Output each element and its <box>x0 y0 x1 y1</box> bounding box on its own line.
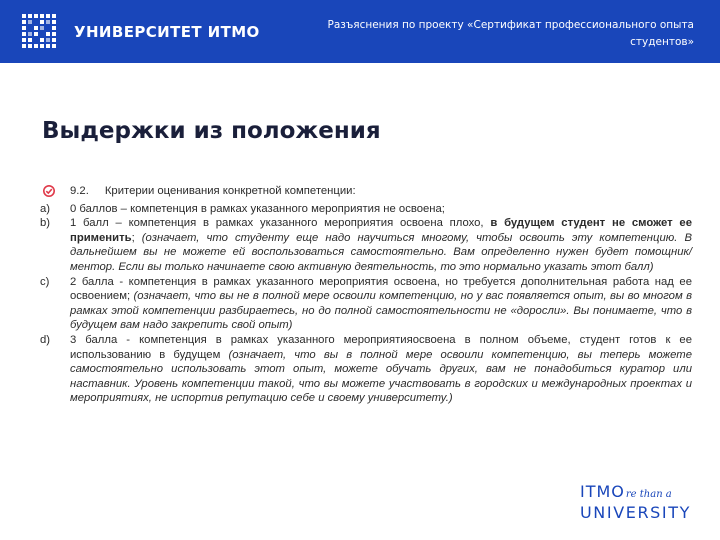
footer-logo-tagline: re than a <box>625 489 672 500</box>
list-marker: d) <box>40 333 51 346</box>
item-explanation: (означает, что студенту еще надо научиться многому, чтобы освоить эту компетенцию. В дальнейшем вы не можете ей воспользоваться самостоятельно. Вам определенно нужен будет помощник/ментор. Если вы только начинаете свою активную деятельность, то это нормально указать этот балл) <box>70 231 692 273</box>
page-title: Выдержки из положения <box>42 118 381 144</box>
item-explanation: (означает, что вы не в полной мере освоили компетенцию, но у вас появляется опыт, вы во многом в рамках этой компетенции разбираетесь, но до полной самостоятельности не «доросли». Вы понимаете, что в будущем вам надо закрепить свой опыт) <box>70 290 692 332</box>
itmo-university-logo <box>580 482 691 522</box>
regulation-excerpt <box>40 184 692 406</box>
item-explanation: (означает, что вы в полной мере освоили компетенцию, вы теперь можете самостоятельно использовать этот опыт, можете обучать других, вам не понадобиться куратор или наставник. Уровень компетенции такой, что вы можете участвовать в городских и международных проектах и мероприятиях, не испортив репутацию себе и своему университету.) <box>70 348 692 405</box>
item-emphasis: в будущем студент не сможет ее применить <box>70 217 692 244</box>
list-item <box>40 216 692 274</box>
list-item <box>40 333 692 406</box>
intro-number: 9.2. <box>70 185 89 197</box>
itmo-dot-grid-icon <box>22 14 64 50</box>
header-note: Разъяснения по проекту «Сертификат профессионального опыта студентов» <box>327 19 694 48</box>
item-text: 2 балла - компетенция в рамках указанного мероприятия освоена, но требуется дополнительная работа над ее освоением; <box>70 275 692 303</box>
itmo-logo <box>22 14 260 50</box>
list-item <box>40 275 692 333</box>
logo-text: УНИВЕРСИТЕТ ИТМО <box>74 23 260 41</box>
list-item <box>40 202 692 217</box>
footer-logo-main: ITMO <box>580 482 625 501</box>
item-text: 0 баллов – компетенция в рамках указанного мероприятия не освоена; <box>70 202 445 215</box>
check-circle-icon <box>43 185 55 197</box>
item-text: 3 балла - компетенция в рамках указанного мероприятияосвоена в полном объеме, студент готов к ее использованию в будущем <box>70 333 692 361</box>
item-text: 1 балл – компетенция в рамках указанного мероприятия освоена плохо, <box>70 217 491 230</box>
list-marker: a) <box>40 202 51 215</box>
intro-row <box>40 184 692 202</box>
footer-logo-university: UNIVERSITY <box>580 503 691 522</box>
intro-text: Критерии оценивания конкретной компетенции: <box>104 185 356 197</box>
header-bar <box>0 0 720 63</box>
item-punct: ; <box>131 231 142 244</box>
list-marker: b) <box>40 217 51 230</box>
list-marker: c) <box>40 275 50 288</box>
